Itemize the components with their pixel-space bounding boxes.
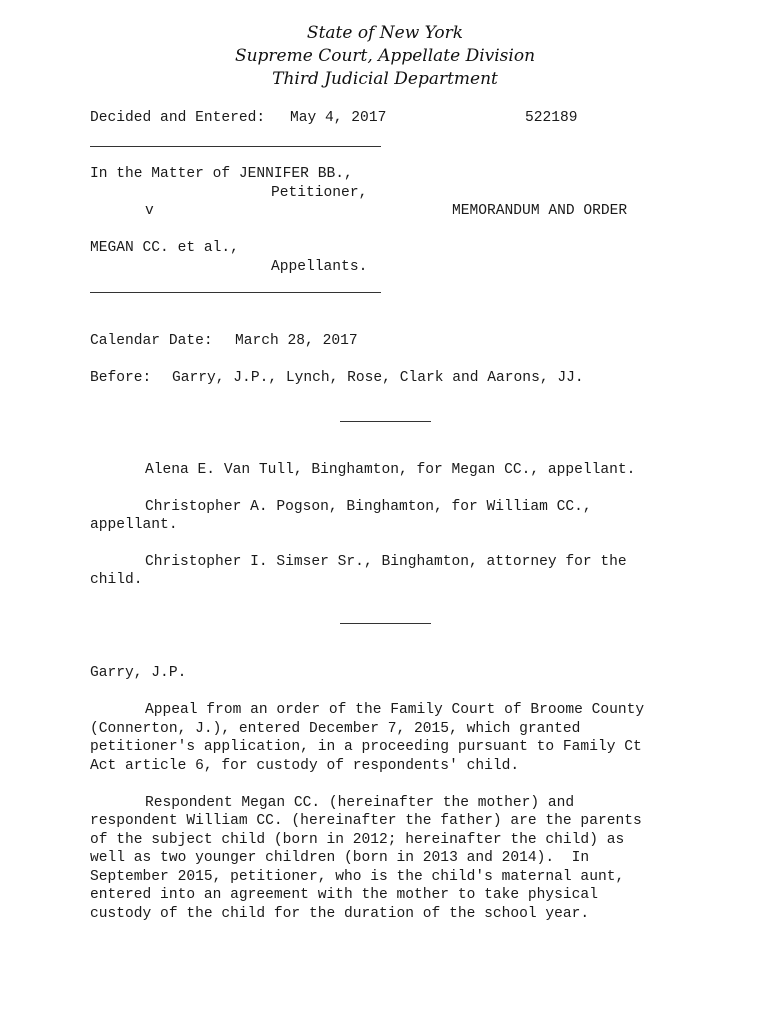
caption-respondent: MEGAN CC. et al., — [90, 240, 239, 256]
paragraph-line: custody of the child for the duration of the school year. — [90, 906, 590, 922]
counsel-line: Christopher I. Simser Sr., Binghamton, attorney for the — [145, 554, 627, 570]
paragraph-line: entered into an agreement with the mother to take physical — [90, 887, 598, 903]
counsel-line: child. — [90, 572, 143, 588]
calendar-date: March 28, 2017 — [235, 333, 358, 349]
counsel-line: Christopher A. Pogson, Binghamton, for William CC., — [145, 499, 592, 515]
caption-rule-bottom — [90, 292, 381, 293]
court-division: Supreme Court, Appellate Division — [234, 46, 536, 66]
caption-petitioner-role: Petitioner, — [271, 185, 368, 201]
counsel-line: Alena E. Van Tull, Binghamton, for Megan CC., appellant. — [145, 462, 636, 478]
opinion-author: Garry, J.P. — [90, 665, 187, 681]
paragraph-line: Appeal from an order of the Family Court of Broome County — [145, 702, 645, 718]
paragraph-line: respondent William CC. (hereinafter the father) are the parents — [90, 813, 642, 829]
docket-number: 522189 — [525, 110, 578, 126]
caption-versus: v — [145, 203, 154, 219]
section-divider-2 — [340, 623, 431, 624]
court-name: State of New York — [306, 23, 464, 43]
paragraph-line: petitioner's application, in a proceeding pursuant to Family Ct — [90, 739, 642, 755]
bench-justices: Garry, J.P., Lynch, Rose, Clark and Aarons, JJ. — [172, 370, 584, 386]
paragraph-line: Act article 6, for custody of respondents' child. — [90, 758, 520, 774]
calendar-label: Calendar Date: — [90, 333, 213, 349]
caption-respondent-role: Appellants. — [271, 259, 368, 275]
caption-rule-top — [90, 146, 381, 147]
paragraph-line: well as two younger children (born in 2013 and 2014). In — [90, 850, 590, 866]
paragraph-line: (Connerton, J.), entered December 7, 2015, which granted — [90, 721, 581, 737]
paragraph-line: Respondent Megan CC. (hereinafter the mother) and — [145, 795, 575, 811]
caption-matter: In the Matter of JENNIFER BB., — [90, 166, 353, 182]
counsel-line: appellant. — [90, 517, 178, 533]
paragraph-line: of the subject child (born in 2012; hereinafter the child) as — [90, 832, 625, 848]
document-type: MEMORANDUM AND ORDER — [452, 203, 628, 219]
court-department: Third Judicial Department — [272, 69, 498, 89]
section-divider-1 — [340, 421, 431, 422]
paragraph-line: September 2015, petitioner, who is the child's maternal aunt, — [90, 869, 625, 885]
bench-label: Before: — [90, 370, 152, 386]
decided-date: May 4, 2017 — [290, 110, 387, 126]
decided-label: Decided and Entered: — [90, 110, 266, 126]
